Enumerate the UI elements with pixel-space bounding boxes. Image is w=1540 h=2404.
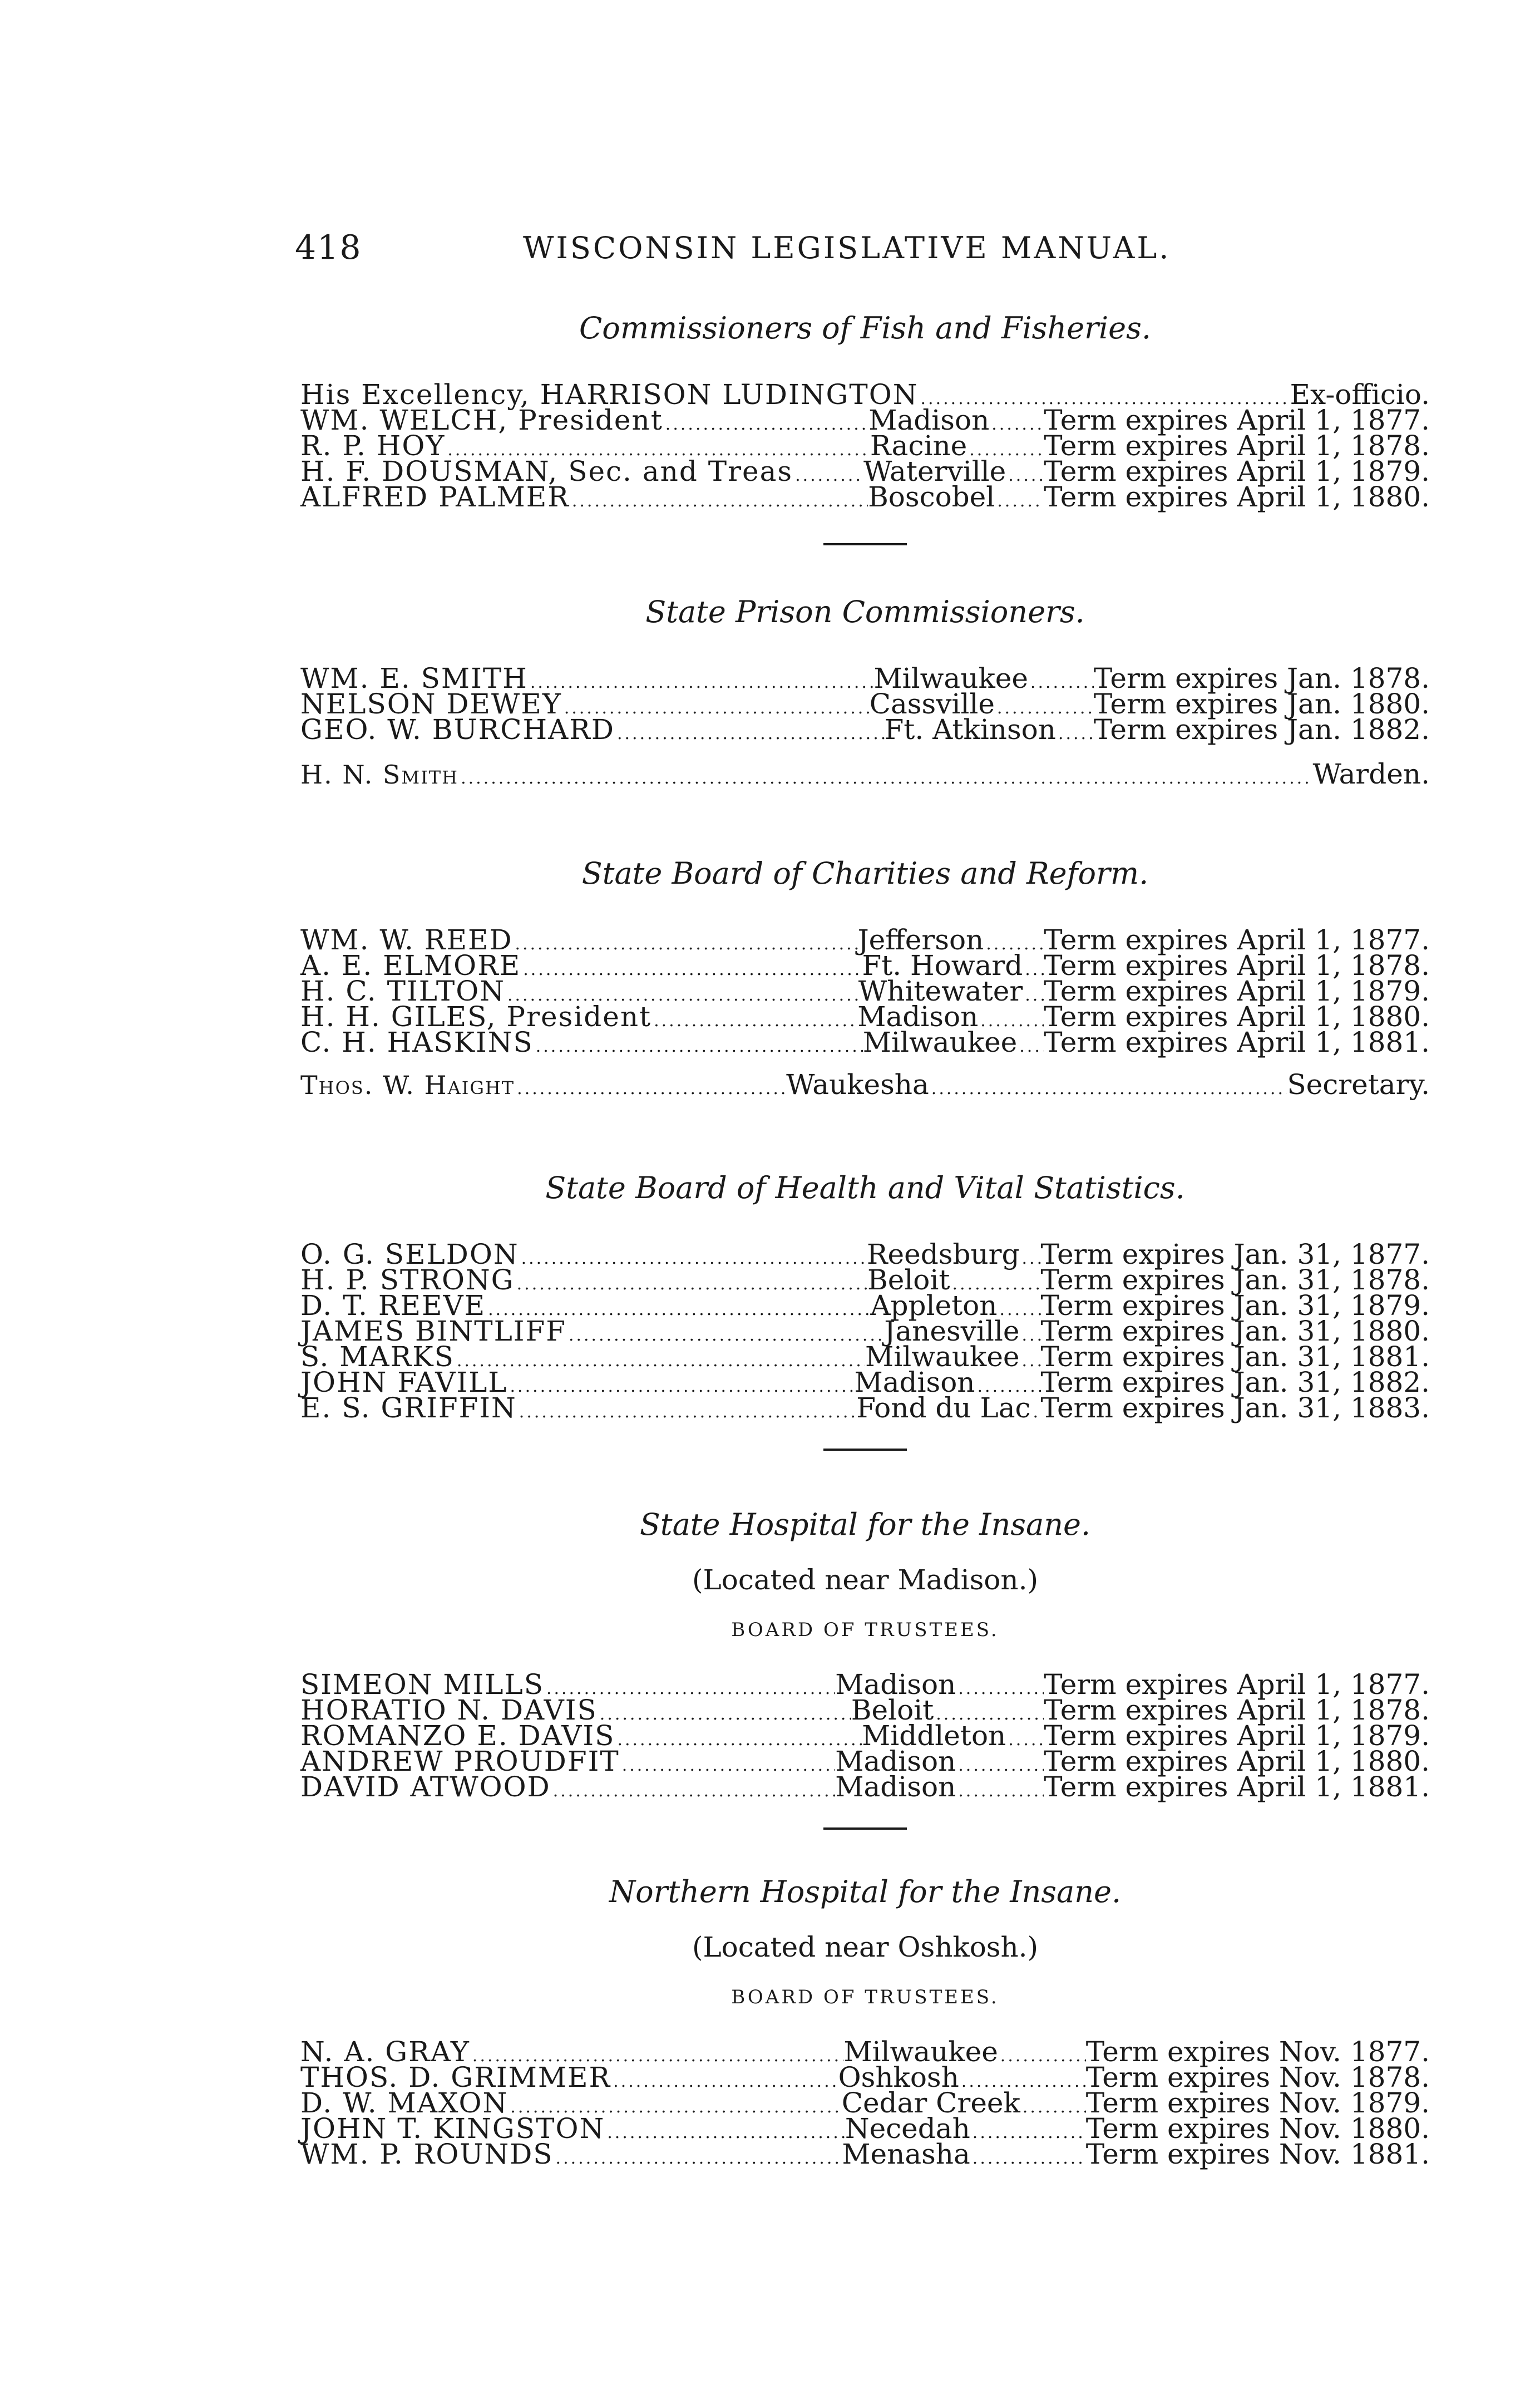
leader-dots (995, 489, 1044, 514)
member-term: Term expires Nov. 1881. (1085, 2138, 1430, 2170)
page-number: 418 (295, 228, 362, 267)
member-term: Term expires April 1, 1879. (1044, 975, 1430, 1007)
member-term: Term expires April 1, 1877. (1044, 1668, 1430, 1701)
section-divider (823, 543, 907, 545)
member-place: Whitewater (858, 975, 1023, 1007)
leader-dots (513, 932, 858, 957)
member-place: Middleton (862, 1720, 1006, 1752)
leader-dots (970, 2120, 1086, 2146)
member-term: Term expires April 1, 1879. (1044, 1720, 1430, 1752)
member-place: Madison (868, 404, 990, 436)
leader-dots (458, 766, 1312, 791)
member-term: Term expires Jan. 31, 1883. (1040, 1392, 1430, 1424)
member-place: Milwaukee (843, 2036, 998, 2068)
member-place: Beloit (851, 1694, 934, 1726)
member-place: Racine (870, 430, 968, 462)
member-term: Term expires April 1, 1878. (1044, 1694, 1430, 1726)
leader-dots (551, 1779, 836, 1804)
member-name: HORATIO N. DAVIS (300, 1694, 598, 1726)
officio-prefix: His Excellency, (300, 378, 530, 411)
member-term: Term expires Nov. 1880. (1085, 2112, 1430, 2145)
member-name: WM. W. REED (300, 924, 513, 956)
section-divider (823, 1449, 907, 1451)
member-place: Waterville (863, 455, 1006, 487)
leader-dots (956, 1676, 1044, 1702)
member-place: Reedsburg (866, 1238, 1020, 1270)
member-term: Term expires April 1, 1880. (1044, 1001, 1430, 1033)
member-term: Term expires Jan. 1878. (1093, 662, 1430, 694)
leader-dots (455, 1348, 865, 1374)
roster-row (300, 1771, 1430, 1803)
leader-dots (615, 1727, 862, 1753)
roster-list (300, 1668, 1430, 1803)
leader-dots (605, 2120, 845, 2146)
member-name: JOHN FAVILL (300, 1366, 508, 1398)
member-name: H. P. STRONG (300, 1264, 515, 1296)
leader-dots (566, 1323, 884, 1348)
section-northern-hospital (300, 1870, 1430, 2170)
member-term: Term expires Jan. 31, 1882. (1040, 1366, 1430, 1398)
member-term: Term expires April 1, 1878. (1044, 430, 1430, 462)
member-term: Term expires April 1, 1877. (1044, 404, 1430, 436)
member-name: ROMANZO E. DAVIS (300, 1720, 615, 1752)
warden-name: H. N. Smith (300, 760, 459, 790)
member-name: H. C. TILTON (300, 975, 505, 1007)
member-place: Ft. Atkinson (884, 713, 1056, 746)
member-name: A. E. ELMORE (300, 949, 521, 982)
leader-dots (598, 1702, 851, 1727)
roster-row (300, 1392, 1430, 1424)
leader-dots (515, 1076, 786, 1102)
roster-list (300, 2036, 1430, 2170)
board-heading: BOARD OF TRUSTEES. (731, 1619, 999, 1641)
leader-dots (1023, 957, 1044, 983)
roster-row-warden (300, 758, 1430, 790)
member-place: Ft. Howard (862, 949, 1023, 982)
member-place: Milwaukee (862, 1026, 1018, 1058)
member-name: C. H. HASKINS (300, 1026, 534, 1058)
member-name: GEO. W. BURCHARD (300, 713, 615, 746)
roster-list (300, 1238, 1430, 1424)
member-place: Menasha (842, 2138, 970, 2170)
member-place: Madison (857, 1001, 979, 1033)
roster-row (300, 481, 1430, 513)
leader-dots (956, 1753, 1044, 1779)
roster-list (300, 662, 1430, 790)
leader-dots (970, 2146, 1086, 2171)
leader-dots (1017, 1034, 1044, 1060)
member-name: ALFRED PALMER (300, 481, 570, 513)
leader-dots (793, 463, 863, 489)
leader-dots (1020, 1348, 1041, 1374)
roster-list (300, 378, 1430, 513)
secretary-role: Secretary. (1287, 1068, 1430, 1101)
member-place: Cassville (869, 688, 995, 720)
member-name: H. F. DOUSMAN, Sec. and Treas (300, 455, 793, 487)
member-place: Boscobel (868, 481, 995, 513)
roster-row (300, 2138, 1430, 2170)
leader-dots (515, 1272, 867, 1297)
member-place: Beloit (867, 1264, 950, 1296)
section-charities-board (300, 851, 1430, 1101)
leader-dots (528, 670, 874, 696)
section-fish-commissioners (300, 306, 1430, 545)
member-term: Term expires April 1, 1881. (1044, 1771, 1430, 1803)
section-divider (823, 1827, 907, 1830)
warden-role: Warden. (1312, 758, 1430, 790)
section-title: Northern Hospital for the Insane. (609, 1874, 1122, 1909)
member-term: Term expires April 1, 1877. (1044, 924, 1430, 956)
leader-dots (1020, 1246, 1041, 1272)
member-name: N. A. GRAY (300, 2036, 470, 2068)
member-term: Term expires Jan. 31, 1880. (1040, 1315, 1430, 1347)
leader-dots (615, 721, 885, 747)
leader-dots (1023, 983, 1044, 1008)
roster-list (300, 924, 1430, 1101)
section-title: Commissioners of Fish and Fisheries. (579, 311, 1151, 346)
leader-dots (570, 489, 868, 514)
officio-role: Ex-officio. (1290, 378, 1430, 411)
member-term: Term expires April 1, 1878. (1044, 949, 1430, 982)
leader-dots (1020, 2095, 1086, 2120)
leader-dots (1031, 1400, 1041, 1425)
member-term: Term expires April 1, 1879. (1044, 455, 1430, 487)
member-place: Appleton (870, 1289, 998, 1322)
section-prison-commissioners (300, 590, 1430, 790)
member-term: Term expires April 1, 1880. (1044, 481, 1430, 513)
member-name: WM. E. SMITH (300, 662, 528, 694)
member-term: Term expires Jan. 31, 1877. (1040, 1238, 1430, 1270)
leader-dots (663, 412, 869, 437)
member-name: O. G. SELDON (300, 1238, 519, 1270)
member-term: Term expires Nov. 1878. (1085, 2061, 1430, 2093)
member-place: Madison (835, 1668, 956, 1701)
member-term: Term expires April 1, 1880. (1044, 1745, 1430, 1777)
secretary-place: Waukesha (786, 1068, 929, 1101)
member-name: E. S. GRIFFIN (300, 1392, 517, 1424)
member-name: R. P. HOY (300, 430, 446, 462)
leader-dots (534, 1034, 863, 1060)
member-name: D. W. MAXON (300, 2087, 509, 2119)
board-heading: BOARD OF TRUSTEES. (731, 1986, 999, 2008)
leader-dots (508, 1374, 855, 1400)
leader-dots (620, 1753, 836, 1779)
member-name: WM. P. ROUNDS (300, 2138, 554, 2170)
member-name: JOHN T. KINGSTON (300, 2112, 605, 2145)
member-place: Milwaukee (873, 662, 1028, 694)
leader-dots (554, 2146, 842, 2171)
leader-dots (519, 1246, 867, 1272)
member-term: Term expires Jan. 31, 1879. (1040, 1289, 1430, 1322)
member-place: Jefferson (857, 924, 984, 956)
leader-dots (989, 412, 1044, 437)
member-name: D. T. REEVE (300, 1289, 486, 1322)
leader-dots (1006, 463, 1044, 489)
page-header (295, 228, 1185, 278)
member-place: Madison (854, 1366, 975, 1398)
member-place: Cedar Creek (841, 2087, 1020, 2119)
member-term: Term expires Jan. 1880. (1093, 688, 1430, 720)
member-name: WM. WELCH, President (300, 404, 663, 436)
member-term: Term expires Nov. 1877. (1085, 2036, 1430, 2068)
member-name: THOS. D. GRIMMER (300, 2061, 611, 2093)
section-title: State Board of Charities and Reform. (581, 856, 1149, 891)
section-health-board (300, 1166, 1430, 1451)
member-name: H. H. GILES, President (300, 1001, 652, 1033)
member-place: Oshkosh (838, 2061, 959, 2093)
leader-dots (1056, 721, 1094, 747)
member-name: SIMEON MILLS (300, 1668, 544, 1701)
member-term: Term expires April 1, 1881. (1044, 1026, 1430, 1058)
roster-row-secretary (300, 1068, 1430, 1101)
leader-dots (929, 1076, 1287, 1102)
leader-dots (1028, 670, 1094, 696)
section-title: State Board of Health and Vital Statistics. (545, 1170, 1185, 1205)
member-name: NELSON DEWEY (300, 688, 562, 720)
member-place: Madison (835, 1745, 956, 1777)
member-place: Milwaukee (865, 1341, 1020, 1373)
section-title: State Hospital for the Insane. (639, 1507, 1091, 1542)
member-place: Necedah (845, 2112, 970, 2145)
member-name: S. MARKS (300, 1341, 455, 1373)
member-term: Term expires Jan. 1882. (1093, 713, 1430, 746)
running-title: WISCONSIN LEGISLATIVE MANUAL. (523, 230, 1171, 265)
member-place: Fond du Lac (856, 1392, 1031, 1424)
location-note: (Located near Oshkosh.) (692, 1931, 1039, 1963)
leader-dots (1020, 1323, 1041, 1348)
officio-name: HARRISON LUDINGTON (540, 378, 919, 411)
secretary-name: Thos. W. Haight (300, 1070, 515, 1100)
section-title: State Prison Commissioners. (645, 594, 1085, 629)
member-name: JAMES BINTLIFF (300, 1315, 566, 1347)
leader-dots (956, 1779, 1044, 1804)
member-place: Janesville (884, 1315, 1020, 1347)
member-place: Madison (835, 1771, 956, 1803)
member-term: Term expires Jan. 31, 1878. (1040, 1264, 1430, 1296)
leader-dots (651, 1008, 857, 1034)
member-term: Term expires Jan. 31, 1881. (1040, 1341, 1430, 1373)
leader-dots (521, 957, 862, 983)
roster-row (300, 1026, 1430, 1058)
leader-dots (1006, 1727, 1044, 1753)
location-note: (Located near Madison.) (692, 1564, 1038, 1596)
member-name: DAVID ATWOOD (300, 1771, 551, 1803)
leader-dots (611, 2069, 838, 2095)
section-state-hospital (300, 1502, 1430, 1830)
member-name: ANDREW PROUDFIT (300, 1745, 620, 1777)
leader-dots (517, 1400, 856, 1425)
member-term: Term expires Nov. 1879. (1085, 2087, 1430, 2119)
leader-dots (998, 2043, 1086, 2069)
